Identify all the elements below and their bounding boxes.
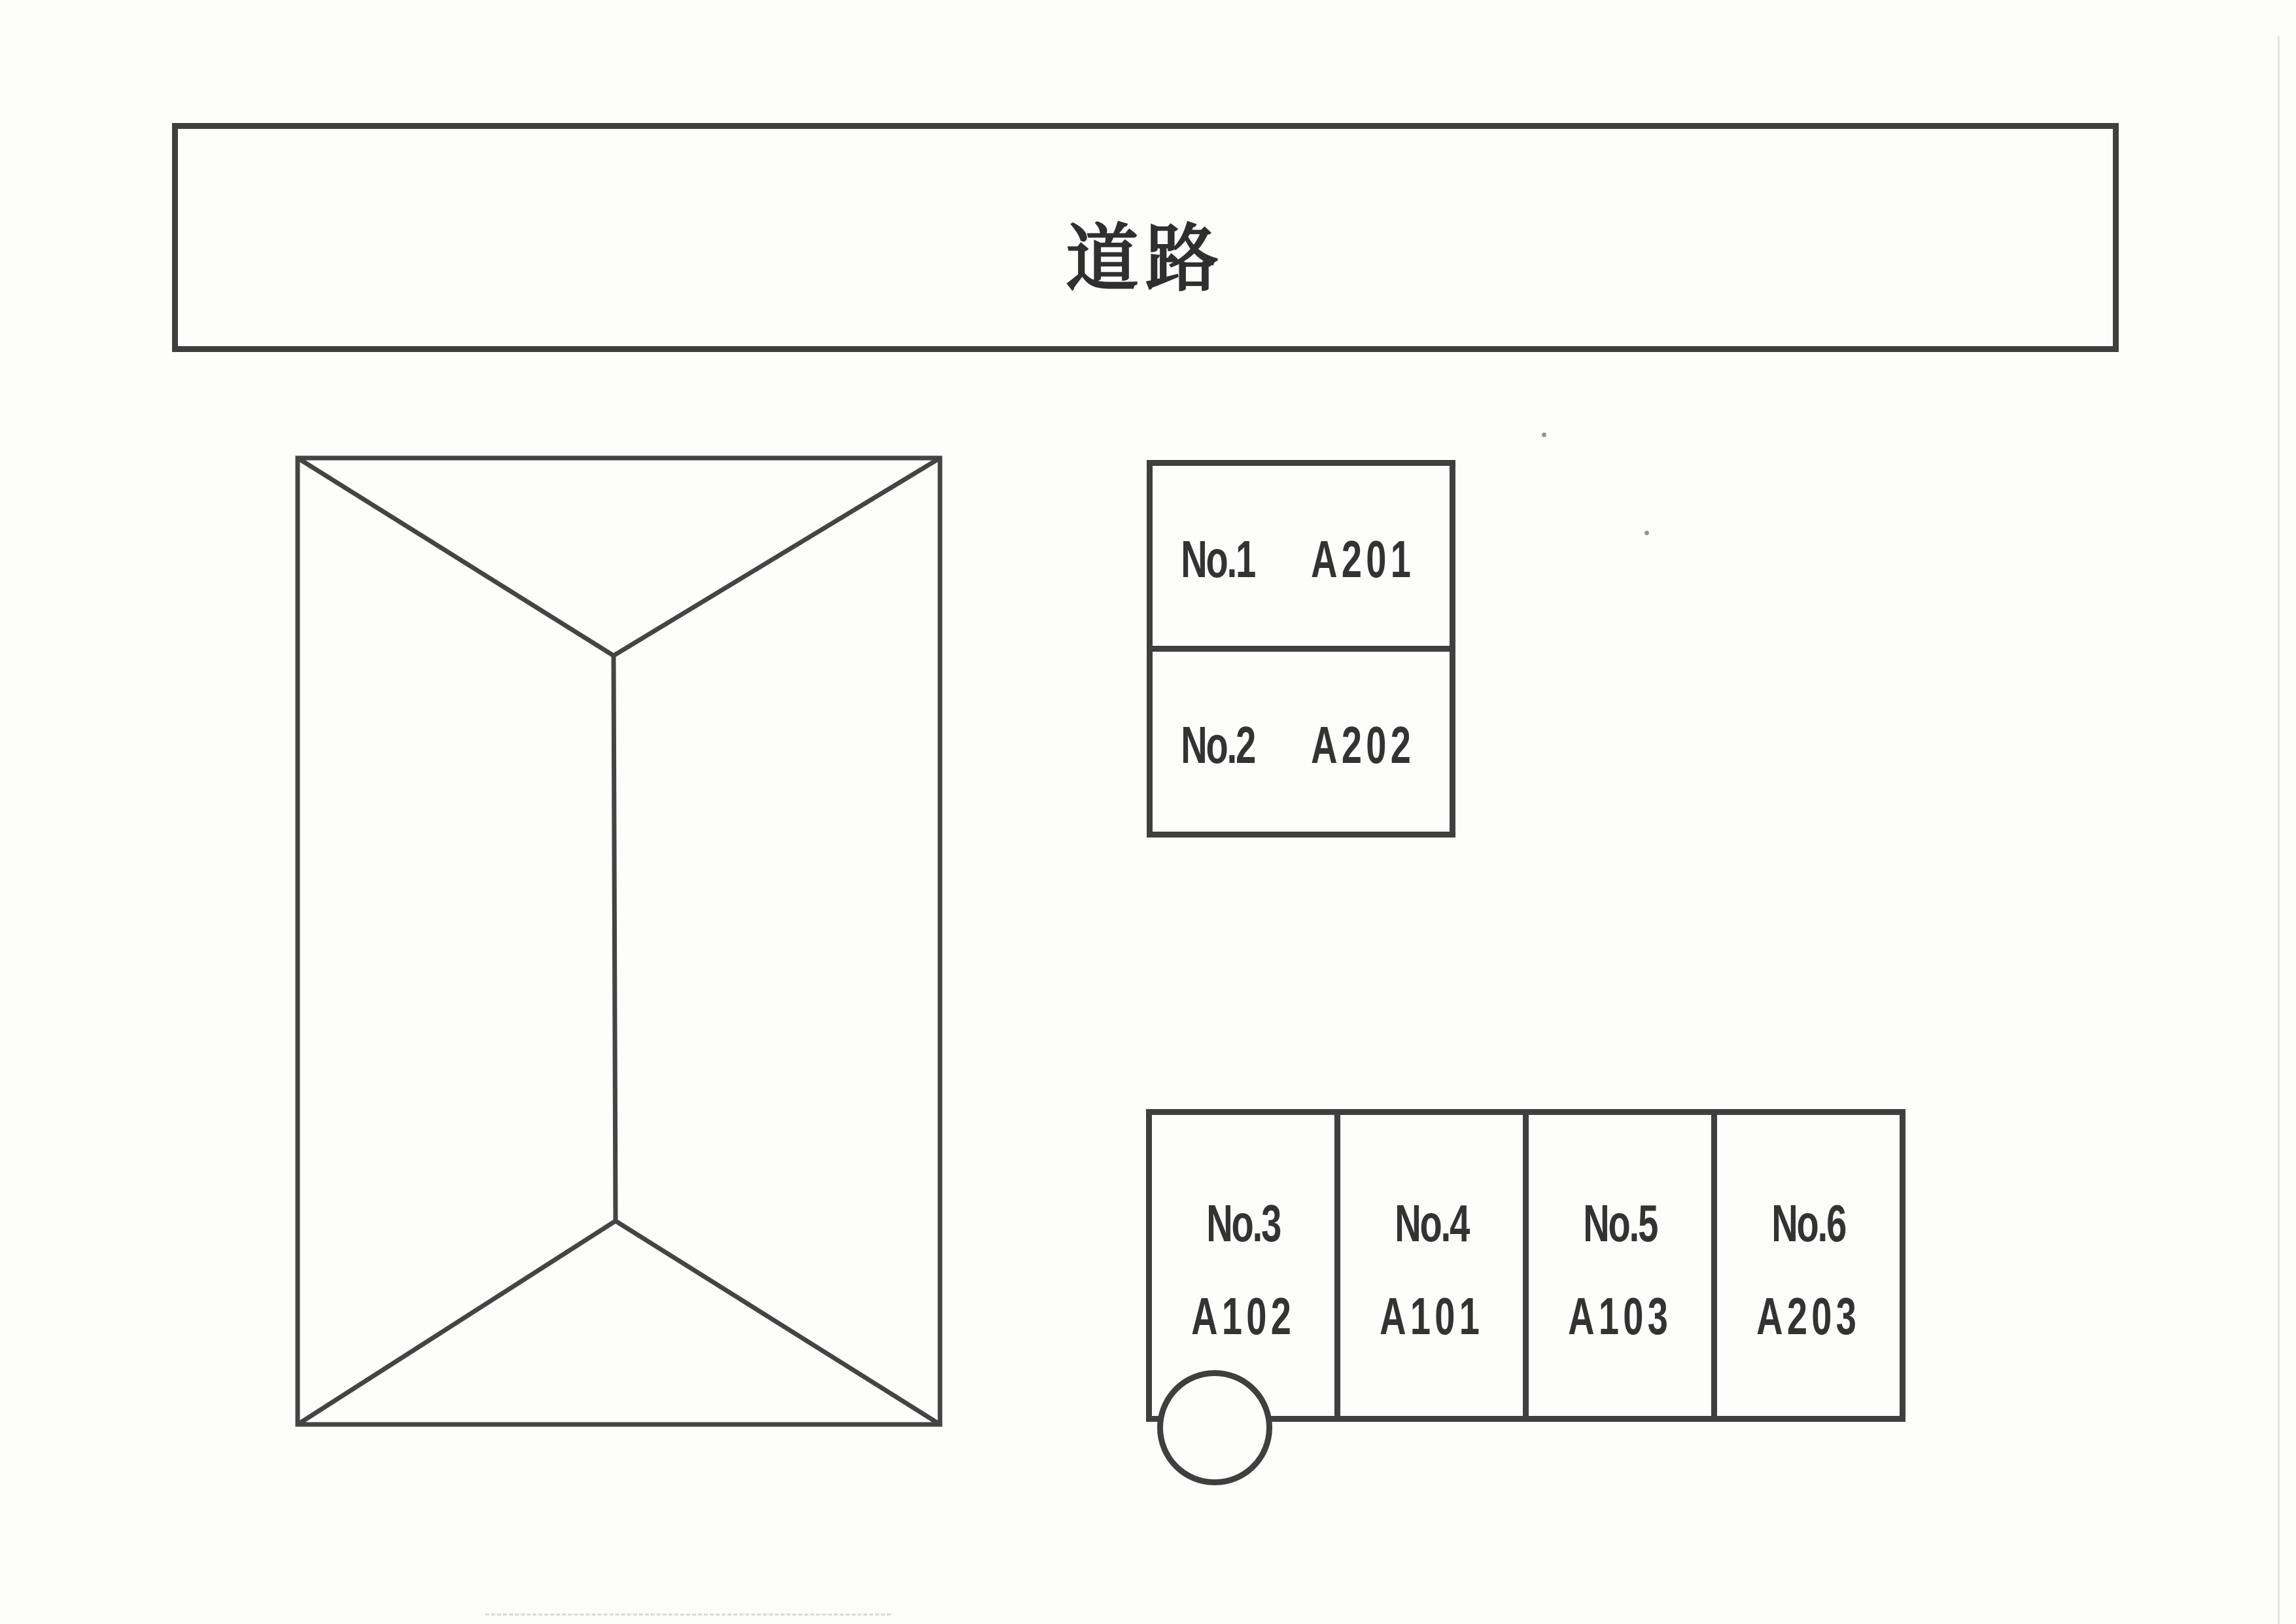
stall-no6 — [1711, 1115, 1900, 1416]
stall-no6-number: No.6 — [1771, 1194, 1845, 1252]
scan-artifact-edge-line — [2278, 36, 2280, 1624]
lower-stalls-row — [1146, 1109, 1905, 1422]
stall-no1 — [1153, 466, 1450, 652]
stall-no1-unit: A201 — [1311, 529, 1416, 588]
stall-no4-number: No.4 — [1395, 1194, 1469, 1252]
stall-no2 — [1153, 652, 1450, 832]
stall-no2-number: No.2 — [1180, 715, 1255, 774]
stall-no5 — [1523, 1115, 1711, 1416]
building-diagonal-tl — [298, 458, 614, 656]
scan-artifact-speck — [1542, 432, 1546, 437]
building-diagonal-br — [616, 1221, 940, 1424]
road-area — [172, 123, 2119, 352]
scan-artifact-speck — [1644, 531, 1649, 535]
stall-no3 — [1152, 1115, 1334, 1416]
road-label: 道路 — [1066, 217, 1225, 300]
stall-no6-unit: A203 — [1756, 1287, 1861, 1345]
building-diagonal-tr — [614, 458, 940, 656]
upper-stalls-box — [1147, 460, 1455, 838]
stall-no2-unit: A202 — [1311, 715, 1416, 774]
building-outline — [295, 455, 943, 1427]
stall-no3-unit: A102 — [1191, 1287, 1296, 1345]
stall-no4 — [1334, 1115, 1523, 1416]
building-rect — [298, 458, 940, 1424]
stall-no1-number: No.1 — [1180, 529, 1255, 588]
stall-no5-unit: A103 — [1567, 1287, 1673, 1345]
building-ridge-line — [614, 656, 616, 1221]
stall-no3-number: No.3 — [1206, 1194, 1280, 1252]
building-diagonal-bl — [298, 1221, 616, 1424]
stall-no5-number: No.5 — [1583, 1194, 1657, 1252]
stall-no4-unit: A101 — [1379, 1287, 1484, 1345]
circle-marker — [1157, 1370, 1272, 1485]
scan-artifact-dashed-line — [485, 1614, 891, 1615]
